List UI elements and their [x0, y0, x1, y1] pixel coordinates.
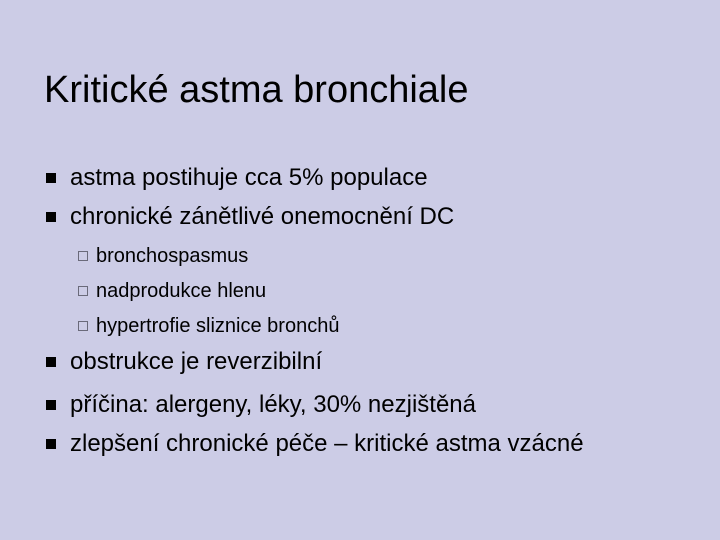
- bullet-text: chronické zánětlivé onemocnění DC: [70, 203, 455, 230]
- square-bullet-icon: [46, 439, 56, 449]
- checkbox-bullet-icon: [78, 286, 88, 296]
- checkbox-bullet-icon: [78, 251, 88, 261]
- square-bullet-icon: [46, 357, 56, 367]
- square-bullet-icon: [46, 173, 56, 183]
- bullet-item: [44, 347, 322, 377]
- sub-bullet-text: hypertrofie sliznice bronchů: [96, 315, 340, 337]
- sub-bullet-item: [78, 313, 339, 339]
- sub-bullet-text: nadprodukce hlenu: [96, 280, 267, 302]
- bullet-item: [44, 202, 454, 232]
- bullet-text: zlepšení chronické péče – kritické astma vzácné: [70, 430, 584, 457]
- slide-title: Kritické astma bronchiale: [44, 69, 469, 111]
- checkbox-bullet-icon: [78, 321, 88, 331]
- bullet-text: obstrukce je reverzibilní: [70, 348, 323, 375]
- bullet-item: [44, 163, 428, 193]
- bullet-item: [44, 390, 476, 420]
- sub-bullet-item: [78, 278, 266, 304]
- square-bullet-icon: [46, 400, 56, 410]
- bullet-item: [44, 429, 584, 459]
- bullet-text: příčina: alergeny, léky, 30% nezjištěná: [70, 391, 476, 418]
- bullet-text: astma postihuje cca 5% populace: [70, 164, 428, 191]
- square-bullet-icon: [46, 212, 56, 222]
- sub-bullet-text: bronchospasmus: [96, 245, 249, 267]
- sub-bullet-item: [78, 243, 248, 269]
